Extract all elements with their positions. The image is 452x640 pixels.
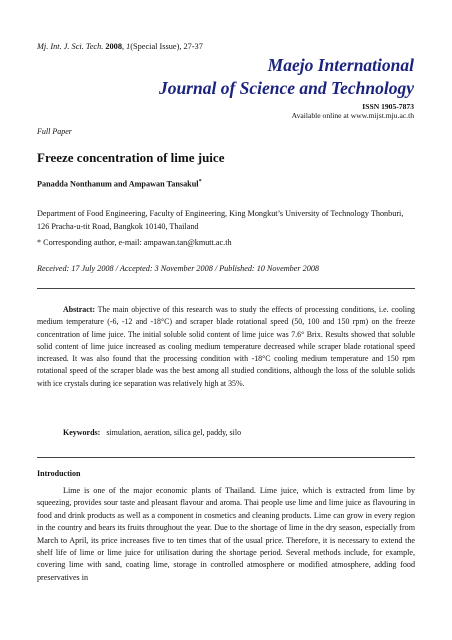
journal-title-line1: Maejo International xyxy=(267,55,414,75)
abstract xyxy=(37,304,415,390)
divider-bottom xyxy=(37,457,415,458)
keywords xyxy=(63,428,241,437)
paper-type: Full Paper xyxy=(37,127,72,136)
availability-note: Available online at www.mijst.mju.ac.th xyxy=(291,111,414,120)
citation-line: Mj. Int. J. Sci. Tech. 2008, 1(Special Issue), 27-37 xyxy=(37,42,203,51)
keywords-text: simulation, aeration, silica gel, paddy, silo xyxy=(106,428,242,437)
corresponding-mark: * xyxy=(198,179,202,185)
paper-title: Freeze concentration of lime juice xyxy=(37,150,225,165)
citation-year: 2008 xyxy=(105,42,122,51)
authors xyxy=(37,179,202,189)
introduction-heading: Introduction xyxy=(37,469,81,478)
publication-dates: Received: 17 July 2008 / Accepted: 3 November 2008 / Published: 10 November 2008 xyxy=(37,264,320,273)
journal-abbreviation: Mj. Int. J. Sci. Tech. xyxy=(37,42,104,51)
issn: ISSN 1905-7873 xyxy=(362,102,414,111)
affiliation: Department of Food Engineering, Faculty of Engineering, King Mongkut’s University of Technology Thonburi, 126 Pracha-u-tit Road, Bangkok 10140, Thailand xyxy=(37,209,404,231)
abstract-label: Abstract: xyxy=(63,305,95,314)
citation-issue: (Special Issue), 27-37 xyxy=(130,42,203,51)
journal-title-line2: Journal of Science and Technology xyxy=(158,78,414,98)
citation-volume: 1 xyxy=(126,42,131,51)
keywords-label: Keywords: xyxy=(63,428,101,437)
corresponding-author: * Corresponding author, e-mail: ampawan.tan@kmutt.ac.th xyxy=(37,238,232,247)
introduction-text: Lime is one of the major economic plants of Thailand. Lime juice, which is extracted from lime by squeezing, provides sour taste and pleasant flavour and aroma. Thai people use lime and lime juice as flavouring in food and drink products as well as a component in cosmetics and cleaning products. Lime can grow in every region in the country and bears its fruits throughout the year. Due to the shortage of lime in the dry season, especially from March to April, its price increases five to ten times that of the usual price. Therefore, it is necessary to extend the shelf life of lime or lime juice for utilisation during the shortage period. Several methods include, for example, covering lime with sand, coating lime, storage in controlled atmosphere or modified atmosphere, adding food preservatives in xyxy=(37,486,415,582)
abstract-text: The main objective of this research was to study the effects of processing conditions, i.e. cooling medium temperature (-6, -12 and -18°C) and scraper blade rotational speed (50, 100 and 150 rpm) on the freeze concentration of lime juice. The initial soluble solid content of lime juice was 7.6° Brix. Results showed that soluble solid content of lime juice increased as cooling medium temperature decreased while scraper blade rotational speed increased. It was also found that the processing condition with -18°C cooling medium temperature and 150 rpm rotational speed of the scraper blade was the best among all studied conditions, although the loss of the soluble solids with ice crystals during ice separation was relatively high at 35%. xyxy=(37,305,415,388)
author-names: Panadda Nonthanum and Ampawan Tansakul xyxy=(37,179,199,189)
divider-top xyxy=(37,288,415,289)
